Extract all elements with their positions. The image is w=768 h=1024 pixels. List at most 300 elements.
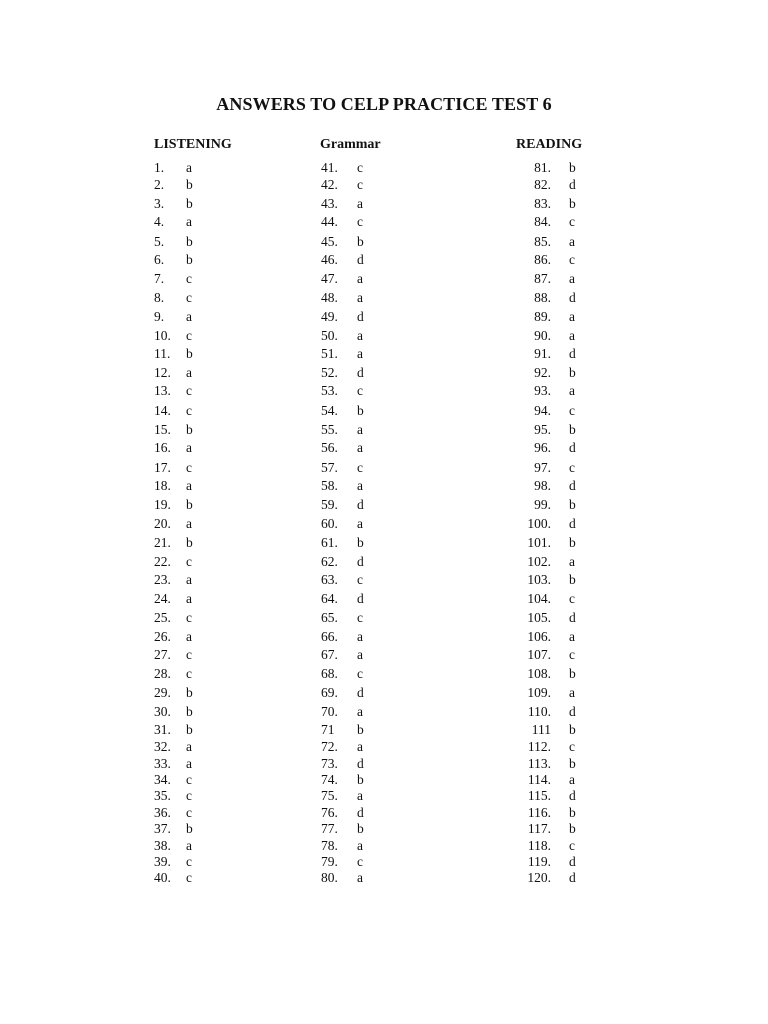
answer-row xyxy=(516,805,576,821)
answer-letter: d xyxy=(569,788,576,803)
answer-row xyxy=(321,685,364,701)
question-number: 88. xyxy=(534,290,551,305)
answer-row xyxy=(516,788,576,804)
answer-letter: a xyxy=(569,309,575,324)
question-number: 61. xyxy=(321,535,338,550)
answer-letter: c xyxy=(357,854,363,869)
answer-letter: d xyxy=(357,591,364,606)
answer-letter: b xyxy=(357,821,364,836)
answer-row xyxy=(516,497,576,513)
answer-letter: b xyxy=(186,196,193,211)
answer-letter: d xyxy=(569,516,576,531)
answer-letter: d xyxy=(357,805,364,820)
question-number: 1. xyxy=(154,160,165,175)
answer-row xyxy=(321,440,363,456)
answer-row xyxy=(516,666,576,682)
answer-letter: b xyxy=(186,346,193,361)
question-number: 46. xyxy=(321,252,338,267)
answer-letter: b xyxy=(186,497,193,512)
question-number: 118. xyxy=(527,838,551,853)
question-number: 59. xyxy=(321,497,338,512)
answer-row xyxy=(516,756,576,772)
answer-letter: d xyxy=(569,177,576,192)
question-number: 67. xyxy=(321,647,338,662)
answer-row xyxy=(516,704,576,720)
answer-row xyxy=(154,365,192,381)
answer-letter: c xyxy=(186,328,192,343)
question-number: 6. xyxy=(154,252,165,267)
question-number: 93. xyxy=(534,383,551,398)
answer-row xyxy=(154,252,193,268)
answer-row xyxy=(321,772,364,788)
answer-row xyxy=(516,838,575,854)
answer-letter: a xyxy=(186,756,192,771)
question-number: 21. xyxy=(154,535,171,550)
answer-row xyxy=(321,422,363,438)
question-number: 3. xyxy=(154,196,165,211)
answer-letter: d xyxy=(357,497,364,512)
question-number: 116. xyxy=(527,805,551,820)
question-number: 47. xyxy=(321,271,338,286)
question-number: 29. xyxy=(154,685,171,700)
question-number: 112. xyxy=(527,739,551,754)
answer-letter: b xyxy=(357,772,364,787)
question-number: 24. xyxy=(154,591,171,606)
answer-row xyxy=(516,271,575,287)
question-number: 69. xyxy=(321,685,338,700)
answer-letter: b xyxy=(186,422,193,437)
answer-row xyxy=(154,739,192,755)
page-title: ANSWERS TO CELP PRACTICE TEST 6 xyxy=(216,94,552,114)
question-number: 78. xyxy=(321,838,338,853)
question-number: 32. xyxy=(154,739,171,754)
answer-letter: a xyxy=(357,328,363,343)
answer-row xyxy=(321,196,363,212)
question-number: 107. xyxy=(527,647,551,662)
question-number: 44. xyxy=(321,214,338,229)
question-number: 73. xyxy=(321,756,338,771)
answer-row xyxy=(516,383,575,399)
answer-row xyxy=(154,805,192,821)
answer-row xyxy=(321,478,363,494)
answer-letter: a xyxy=(186,160,192,175)
answer-row xyxy=(154,572,192,588)
question-number: 57. xyxy=(321,460,338,475)
answer-letter: d xyxy=(569,610,576,625)
answer-row xyxy=(321,666,363,682)
answer-letter: b xyxy=(357,722,364,737)
question-number: 56. xyxy=(321,440,338,455)
question-number: 103. xyxy=(527,572,551,587)
answer-row xyxy=(321,739,363,755)
question-number: 4. xyxy=(154,214,165,229)
answer-letter: a xyxy=(569,629,575,644)
answer-row xyxy=(321,722,364,738)
answer-row xyxy=(321,788,363,804)
answer-letter: d xyxy=(569,704,576,719)
answer-letter: d xyxy=(357,685,364,700)
answer-letter: c xyxy=(186,610,192,625)
answer-letter: c xyxy=(357,572,363,587)
answer-letter: c xyxy=(357,177,363,192)
question-number: 94. xyxy=(534,403,551,418)
answer-row xyxy=(154,821,193,837)
answer-row xyxy=(154,440,192,456)
question-number: 99. xyxy=(534,497,551,512)
answer-row xyxy=(321,805,364,821)
answer-row xyxy=(321,328,363,344)
answer-row xyxy=(154,554,192,570)
answer-row xyxy=(516,870,576,886)
question-number: 114. xyxy=(527,772,551,787)
question-number: 27. xyxy=(154,647,171,662)
answer-letter: a xyxy=(186,309,192,324)
answer-letter: a xyxy=(186,214,192,229)
answer-letter: a xyxy=(357,739,363,754)
listening-column xyxy=(154,136,232,885)
question-number: 91. xyxy=(534,346,551,361)
answer-row xyxy=(321,756,364,772)
answer-row xyxy=(516,572,576,588)
answer-letter: a xyxy=(186,365,192,380)
question-number: 53. xyxy=(321,383,338,398)
question-number: 105. xyxy=(527,610,551,625)
answer-letter: a xyxy=(357,838,363,853)
question-number: 12. xyxy=(154,365,171,380)
question-number: 65. xyxy=(321,610,338,625)
answer-row xyxy=(516,478,576,494)
answer-row xyxy=(321,704,363,720)
answer-letter: a xyxy=(569,271,575,286)
answer-row xyxy=(154,591,192,607)
answer-row xyxy=(516,290,576,306)
question-number: 45. xyxy=(321,234,338,249)
question-number: 23. xyxy=(154,572,171,587)
answer-letter: a xyxy=(357,647,363,662)
answer-letter: a xyxy=(569,234,575,249)
answer-row xyxy=(154,177,193,193)
answer-row xyxy=(154,422,193,438)
answer-letter: b xyxy=(186,535,193,550)
answer-row xyxy=(154,854,192,870)
answer-letter: b xyxy=(186,821,193,836)
question-number: 120. xyxy=(527,870,551,885)
question-number: 36. xyxy=(154,805,171,820)
answer-row xyxy=(154,214,192,230)
answer-letter: a xyxy=(569,328,575,343)
answer-letter: a xyxy=(357,788,363,803)
answer-letter: d xyxy=(357,252,364,267)
answer-letter: c xyxy=(186,772,192,787)
answer-letter: d xyxy=(357,309,364,324)
answer-letter: c xyxy=(569,591,575,606)
question-number: 16. xyxy=(154,440,171,455)
answer-row xyxy=(154,383,192,399)
answer-letter: a xyxy=(569,772,575,787)
answer-letter: c xyxy=(569,460,575,475)
question-number: 8. xyxy=(154,290,165,305)
answer-row xyxy=(321,271,363,287)
answer-row xyxy=(154,234,193,250)
question-number: 84. xyxy=(534,214,551,229)
listening-heading: LISTENING xyxy=(154,137,232,152)
answer-row xyxy=(154,196,193,212)
answer-letter: a xyxy=(357,629,363,644)
answer-letter: b xyxy=(569,365,576,380)
answer-row xyxy=(516,554,575,570)
answer-row xyxy=(154,271,192,287)
answer-letter: b xyxy=(569,422,576,437)
question-number: 17. xyxy=(154,460,171,475)
answer-row xyxy=(321,854,363,870)
question-number: 48. xyxy=(321,290,338,305)
answer-letter: d xyxy=(569,290,576,305)
answer-letter: a xyxy=(186,440,192,455)
question-number: 63. xyxy=(321,572,338,587)
answer-letter: c xyxy=(569,214,575,229)
answer-letter: c xyxy=(357,460,363,475)
answer-letter: a xyxy=(186,629,192,644)
question-number: 66. xyxy=(321,629,338,644)
answer-letter: c xyxy=(186,647,192,662)
question-number: 79. xyxy=(321,854,338,869)
answer-row xyxy=(321,365,364,381)
answer-letter: a xyxy=(569,685,575,700)
question-number: 13. xyxy=(154,383,171,398)
question-number: 71 xyxy=(321,722,335,737)
answer-letter: a xyxy=(357,290,363,305)
question-number: 31. xyxy=(154,722,171,737)
question-number: 90. xyxy=(534,328,551,343)
question-number: 38. xyxy=(154,838,171,853)
grammar-heading: Grammar xyxy=(320,137,381,152)
question-number: 7. xyxy=(154,271,165,286)
answer-letter: a xyxy=(357,704,363,719)
answer-row xyxy=(516,722,576,738)
answer-letter: c xyxy=(186,788,192,803)
question-number: 96. xyxy=(534,440,551,455)
reading-heading: READING xyxy=(516,137,583,152)
question-number: 41. xyxy=(321,160,338,175)
answer-row xyxy=(516,196,576,212)
answer-letter: b xyxy=(569,497,576,512)
question-number: 39. xyxy=(154,854,171,869)
answer-letter: a xyxy=(186,516,192,531)
answer-row xyxy=(516,739,575,755)
question-number: 26. xyxy=(154,629,171,644)
answer-letter: c xyxy=(186,403,192,418)
answer-row xyxy=(516,365,576,381)
answer-letter: a xyxy=(357,516,363,531)
question-number: 72. xyxy=(321,739,338,754)
answer-letter: b xyxy=(186,685,193,700)
answer-letter: a xyxy=(186,739,192,754)
answer-letter: a xyxy=(569,554,575,569)
answer-row xyxy=(321,554,364,570)
question-number: 15. xyxy=(154,422,171,437)
answer-letter: d xyxy=(569,870,576,885)
question-number: 64. xyxy=(321,591,338,606)
answer-row xyxy=(516,440,576,456)
question-number: 9. xyxy=(154,309,165,324)
answer-row xyxy=(516,685,575,701)
answer-row xyxy=(516,403,575,419)
answer-letter: b xyxy=(569,196,576,211)
question-number: 50. xyxy=(321,328,338,343)
question-number: 37. xyxy=(154,821,171,836)
question-number: 18. xyxy=(154,478,171,493)
answer-letter: b xyxy=(186,234,193,249)
question-number: 106. xyxy=(527,629,551,644)
answer-letter: c xyxy=(357,666,363,681)
answer-letter: b xyxy=(569,821,576,836)
answer-row xyxy=(321,870,363,886)
question-number: 55. xyxy=(321,422,338,437)
answer-letter: b xyxy=(569,160,576,175)
answer-letter: c xyxy=(186,383,192,398)
answer-letter: c xyxy=(357,383,363,398)
answer-row xyxy=(516,177,576,193)
answer-row xyxy=(154,460,192,476)
answer-letter: c xyxy=(569,739,575,754)
answer-row xyxy=(154,788,192,804)
answer-letter: d xyxy=(357,365,364,380)
answer-row xyxy=(321,290,363,306)
answer-row xyxy=(321,629,363,645)
answer-row xyxy=(321,497,364,513)
answer-row xyxy=(516,821,576,837)
answer-letter: a xyxy=(357,478,363,493)
reading-column xyxy=(516,136,583,885)
answer-letter: c xyxy=(186,666,192,681)
question-number: 28. xyxy=(154,666,171,681)
question-number: 74. xyxy=(321,772,338,787)
answer-letter: c xyxy=(569,252,575,267)
question-number: 62. xyxy=(321,554,338,569)
answer-row xyxy=(154,647,192,663)
answer-row xyxy=(321,309,364,325)
answer-row xyxy=(321,535,364,551)
answer-row xyxy=(516,422,576,438)
question-number: 30. xyxy=(154,704,171,719)
answer-row xyxy=(154,346,193,362)
question-number: 86. xyxy=(534,252,551,267)
answer-row xyxy=(321,460,363,476)
answer-letter: c xyxy=(569,647,575,662)
answer-letter: b xyxy=(186,704,193,719)
answer-letter: b xyxy=(186,252,193,267)
answer-row xyxy=(321,346,363,362)
question-number: 80. xyxy=(321,870,338,885)
answer-row xyxy=(321,647,363,663)
answer-letter: c xyxy=(186,805,192,820)
question-number: 40. xyxy=(154,870,171,885)
answer-row xyxy=(154,870,192,886)
answer-row xyxy=(321,610,363,626)
answer-letter: b xyxy=(569,805,576,820)
answer-row xyxy=(321,516,363,532)
answer-letter: c xyxy=(186,870,192,885)
question-number: 113. xyxy=(527,756,551,771)
answer-row xyxy=(516,328,575,344)
answer-letter: a xyxy=(357,870,363,885)
answer-letter: c xyxy=(357,160,363,175)
answer-row xyxy=(154,309,192,325)
question-number: 35. xyxy=(154,788,171,803)
question-number: 19. xyxy=(154,497,171,512)
question-number: 87. xyxy=(534,271,551,286)
question-number: 60. xyxy=(321,516,338,531)
answer-letter: b xyxy=(186,722,193,737)
answer-row xyxy=(154,516,192,532)
answer-row xyxy=(321,383,363,399)
answer-row xyxy=(516,772,575,788)
answer-letter: b xyxy=(569,572,576,587)
answer-row xyxy=(516,629,575,645)
answer-row xyxy=(154,756,192,772)
answer-letter: d xyxy=(569,854,576,869)
answer-row xyxy=(516,309,575,325)
question-number: 25. xyxy=(154,610,171,625)
answer-row xyxy=(154,838,192,854)
answer-row xyxy=(516,160,576,176)
answer-letter: b xyxy=(186,177,193,192)
answer-letter: c xyxy=(186,290,192,305)
answer-letter: c xyxy=(357,610,363,625)
answer-row xyxy=(154,328,192,344)
answer-letter: a xyxy=(357,440,363,455)
question-number: 110. xyxy=(527,704,551,719)
answer-row xyxy=(154,290,192,306)
answer-letter: a xyxy=(186,838,192,853)
question-number: 5. xyxy=(154,234,165,249)
grammar-column xyxy=(320,136,381,885)
question-number: 42. xyxy=(321,177,338,192)
answer-letter: a xyxy=(357,271,363,286)
question-number: 58. xyxy=(321,478,338,493)
answer-letter: a xyxy=(186,478,192,493)
answer-row xyxy=(321,177,363,193)
answer-row xyxy=(321,234,364,250)
question-number: 20. xyxy=(154,516,171,531)
answer-row xyxy=(154,629,192,645)
answer-row xyxy=(154,666,192,682)
answer-letter: a xyxy=(357,196,363,211)
answer-row xyxy=(516,234,575,250)
answer-letter: a xyxy=(357,346,363,361)
question-number: 14. xyxy=(154,403,171,418)
answer-row xyxy=(516,214,575,230)
answer-letter: a xyxy=(569,383,575,398)
question-number: 81. xyxy=(534,160,551,175)
answer-letter: d xyxy=(569,346,576,361)
answer-letter: d xyxy=(569,478,576,493)
answer-row xyxy=(321,591,364,607)
answer-letter: b xyxy=(569,535,576,550)
question-number: 33. xyxy=(154,756,171,771)
answer-letter: c xyxy=(186,460,192,475)
question-number: 54. xyxy=(321,403,338,418)
answer-letter: c xyxy=(186,854,192,869)
question-number: 43. xyxy=(321,196,338,211)
answer-row xyxy=(516,460,575,476)
answer-row xyxy=(516,854,576,870)
answer-letter: a xyxy=(186,572,192,587)
question-number: 108. xyxy=(527,666,551,681)
question-number: 76. xyxy=(321,805,338,820)
answer-row xyxy=(154,535,193,551)
answer-letter: c xyxy=(569,403,575,418)
